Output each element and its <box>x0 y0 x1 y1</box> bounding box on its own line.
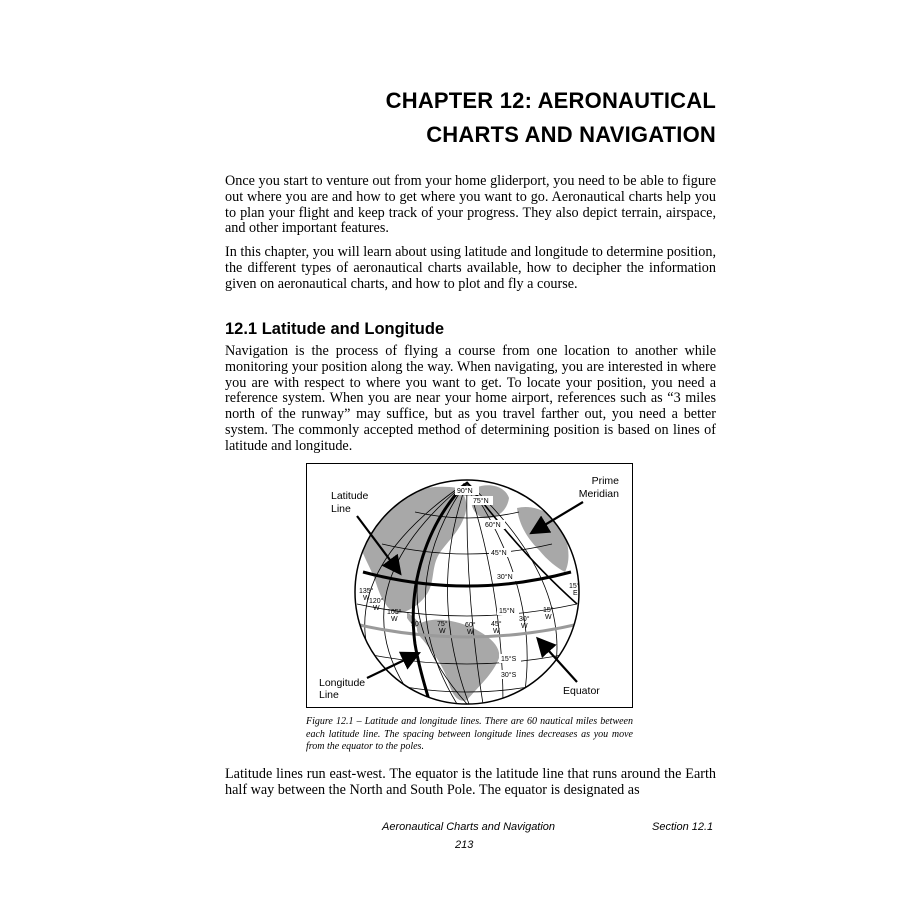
prime-meridian-label-1: Prime <box>591 475 619 487</box>
label-w15: 15° <box>543 607 554 614</box>
label-75n: 75°N <box>473 498 489 505</box>
intro-paragraph-2: In this chapter, you will learn about using latitude and longitude to determine position, the different types of aeronautical charts available, how to decipher the information given on aeronautical charts, and how to plot and fly a course. <box>225 244 716 292</box>
label-60n: 60°N <box>485 522 501 529</box>
label-w30: 30° <box>519 616 530 623</box>
label-30n: 30°N <box>497 574 513 581</box>
figure-caption: Figure 12.1 – Latitude and longitude lines. There are 60 nautical miles between each latitude line. The spacing between longitude lines decreases as you move from the equator to the poles. <box>306 716 633 753</box>
label-w75-dir: W <box>439 628 446 635</box>
label-15s: 15°S <box>501 656 517 663</box>
label-w135: 135° <box>359 588 374 595</box>
label-45n: 45°N <box>491 550 507 557</box>
globe-diagram <box>307 464 634 709</box>
longitude-line-label-1: Longitude <box>319 677 366 689</box>
longitude-line-label-2: Line <box>319 689 339 701</box>
footer-title: Aeronautical Charts and Navigation <box>382 821 556 833</box>
label-w105: 105° <box>387 609 402 616</box>
label-w60-dir: W <box>467 629 474 636</box>
figure-latitude-longitude <box>306 463 633 708</box>
prime-meridian-label-2: Meridian <box>578 488 619 500</box>
label-w30-dir: W <box>521 623 528 630</box>
chapter-title-line-1: CHAPTER 12: AERONAUTICAL <box>385 88 716 113</box>
section-paragraph-1: Navigation is the process of flying a course from one location to another while monitoring your position along the way. When navigating, you are interested in where you are with respect to where you want to get. To locate your position, you need a reference system. When you are near your home airport, references such as “3 miles north of the runway” may suffice, but as you travel farther out, you need a better system. The commonly accepted method of determining position is based on lines of latitude and longitude. <box>225 343 716 454</box>
label-w75: 75° <box>437 621 448 628</box>
label-w15-dir: W <box>545 614 552 621</box>
label-w45: 45° <box>491 621 502 628</box>
label-90n: 90°N <box>457 488 473 495</box>
chapter-title-line-2: CHARTS AND NAVIGATION <box>426 122 716 147</box>
section-paragraph-2: Latitude lines run east-west. The equator is the latitude line that runs around the Earth half way between the North and South Pole. The equator is designated as <box>225 766 716 798</box>
label-w105-dir: W <box>391 616 398 623</box>
label-w90: 90° <box>411 621 422 628</box>
latitude-line-label-2: Line <box>331 503 351 515</box>
label-e15-dir: E <box>573 590 578 597</box>
intro-paragraph-1: Once you start to venture out from your home gliderport, you need to be able to figure out where you are and how to get where you want to go. Aeronautical charts help you to plan your flight and keep track of your progress. They also depict terrain, airspace, and other important features. <box>225 173 716 237</box>
section-heading: 12.1 Latitude and Longitude <box>225 320 445 338</box>
chapter-title <box>300 84 716 152</box>
latitude-line-label-1: Latitude <box>331 490 369 502</box>
equator-label: Equator <box>563 685 600 697</box>
label-w120-dir: W <box>373 605 380 612</box>
label-30s: 30°S <box>501 672 517 679</box>
page-number: 213 <box>455 839 474 851</box>
label-e15: 15° <box>569 583 580 590</box>
label-w120: 120° <box>369 598 384 605</box>
label-w45-dir: W <box>493 628 500 635</box>
label-15n: 15°N <box>499 608 515 615</box>
label-w135-dir: W <box>363 595 370 602</box>
label-w60: 60° <box>465 622 476 629</box>
footer-section: Section 12.1 <box>652 821 714 833</box>
